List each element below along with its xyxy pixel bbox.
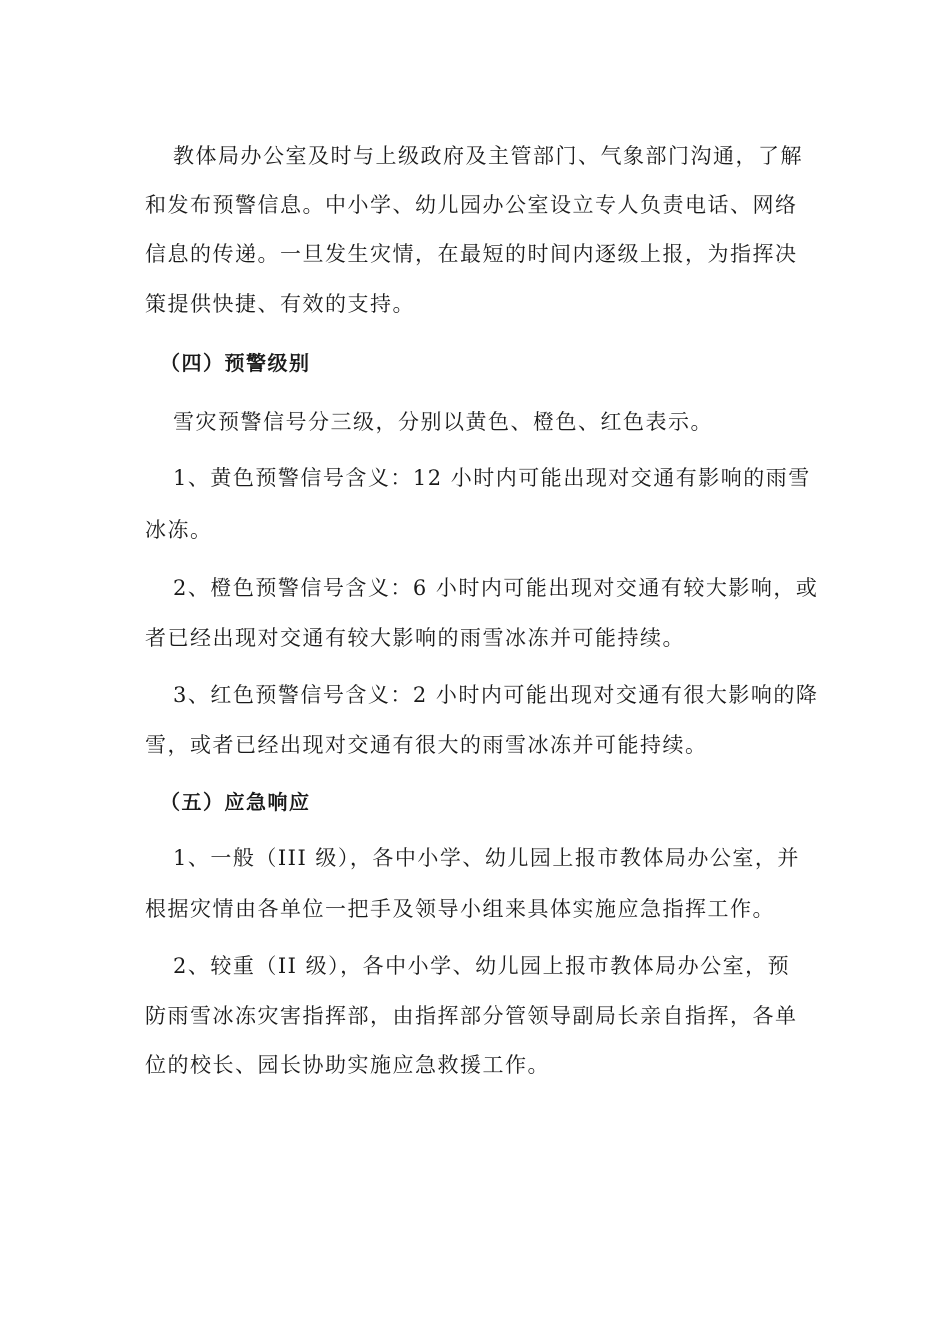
paragraph-line: 雪，或者已经出现对交通有很大的雨雪冰冻并可能持续。 [145,733,708,757]
section-heading: （五）应急响应 [160,790,311,814]
paragraph-line: 冰冻。 [145,518,213,542]
paragraph-line: 教体局办公室及时与上级政府及主管部门、气象部门沟通，了解 [173,144,803,168]
paragraph-line: 信息的传递。一旦发生灾情，在最短的时间内逐级上报，为指挥决 [145,242,798,266]
paragraph-line: 2、橙色预警信号含义：6 小时内可能出现对交通有较大影响，或 [173,576,819,600]
section-heading: （四）预警级别 [160,351,311,375]
paragraph-line: 2、较重（II 级），各中小学、幼儿园上报市教体局办公室，预 [173,954,791,978]
paragraph-line: 1、一般（III 级），各中小学、幼儿园上报市教体局办公室，并 [173,846,800,870]
paragraph-line: 防雨雪冰冻灾害指挥部，由指挥部分管领导副局长亲自指挥，各单 [145,1004,798,1028]
paragraph-line: 1、黄色预警信号含义：12 小时内可能出现对交通有影响的雨雪 [173,466,811,490]
paragraph-line: 雪灾预警信号分三级，分别以黄色、橙色、红色表示。 [173,410,713,434]
paragraph-line: 3、红色预警信号含义：2 小时内可能出现对交通有很大影响的降 [173,683,819,707]
paragraph-line: 策提供快捷、有效的支持。 [145,292,415,316]
paragraph-line: 和发布预警信息。中小学、幼儿园办公室设立专人负责电话、网络 [145,193,798,217]
paragraph-line: 者已经出现对交通有较大影响的雨雪冰冻并可能持续。 [145,626,685,650]
paragraph-line: 根据灾情由各单位一把手及领导小组来具体实施应急指挥工作。 [145,897,775,921]
paragraph-line: 位的校长、园长协助实施应急救援工作。 [145,1053,550,1077]
